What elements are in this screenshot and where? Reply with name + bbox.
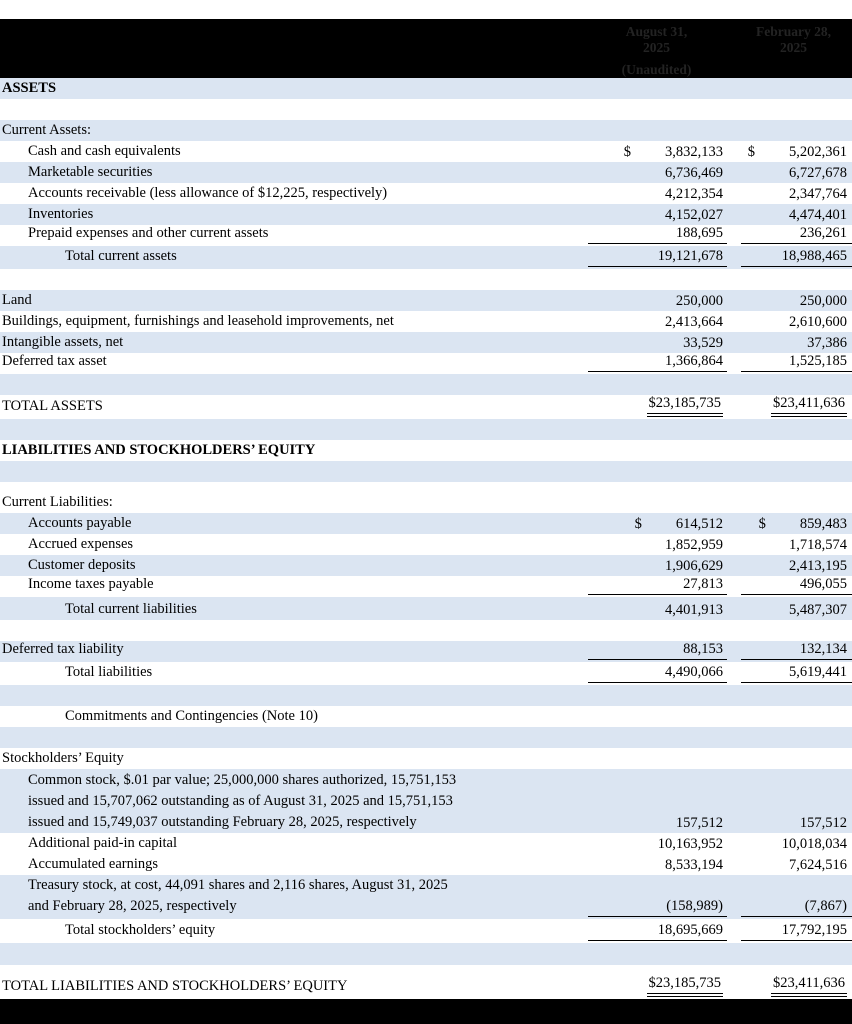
- amount-value: 6,727,678: [789, 165, 847, 181]
- table-row: [0, 875, 852, 919]
- row-label-line: Treasury stock, at cost, 44,091 shares and 2,116 shares, August 31, 2025: [28, 877, 448, 893]
- column-gap: [727, 352, 741, 353]
- column-header-august: [586, 24, 727, 78]
- amount-value: 37,386: [807, 335, 847, 351]
- amount-value: 250,000: [675, 293, 723, 309]
- amount-value: 188,695: [675, 225, 723, 241]
- amount-value: 5,619,441: [789, 664, 847, 680]
- amount-value: 5,487,307: [789, 602, 847, 618]
- amount-value: 4,401,913: [665, 602, 723, 618]
- row-label: Accumulated earnings: [28, 856, 159, 872]
- row-label: [0, 770, 588, 833]
- amount-value: 4,152,027: [665, 207, 723, 223]
- row-label: Cash and cash equivalents: [28, 143, 181, 159]
- column-gap: [727, 594, 741, 595]
- amount-value: 10,018,034: [781, 836, 847, 852]
- row-label: Intangible assets, net: [2, 334, 124, 350]
- amount-cell: [588, 976, 727, 997]
- spacer-row: [0, 727, 852, 748]
- amount-value: $23,185,735: [647, 974, 724, 997]
- amount-cell: [588, 534, 727, 555]
- table-row: [0, 225, 852, 246]
- row-label: LIABILITIES AND STOCKHOLDERS’ EQUITY: [2, 442, 316, 458]
- spacer-row: [0, 461, 852, 482]
- spacer-row: [0, 482, 852, 492]
- amount-value: (7,867): [804, 898, 847, 914]
- table-row: [0, 833, 852, 854]
- table-row: [0, 353, 852, 374]
- amount-cell: [741, 141, 852, 162]
- amount-cell: [741, 290, 852, 311]
- table-row: [0, 854, 852, 875]
- amount-cell: [741, 896, 852, 917]
- amount-cell: [741, 976, 852, 997]
- amount-value: 157,512: [675, 815, 723, 831]
- row-label: Total current liabilities: [65, 601, 197, 617]
- amount-value: 88,153: [683, 641, 723, 657]
- row-label: Customer deposits: [28, 557, 136, 573]
- column-gap: [727, 575, 741, 576]
- amount-value: 132,134: [799, 641, 847, 657]
- amount-cell: [588, 183, 727, 204]
- table-row: [0, 513, 852, 534]
- table-row: [0, 576, 852, 597]
- amount-value: 18,695,669: [657, 922, 723, 938]
- amount-cell: [588, 896, 727, 917]
- amount-cell: [741, 225, 852, 244]
- amount-cell: [741, 854, 852, 875]
- table-row: [0, 769, 852, 833]
- row-label-line: and February 28, 2025, respectively: [28, 898, 237, 914]
- column-header-february: [737, 24, 850, 56]
- amount-value: 5,202,361: [789, 144, 847, 160]
- amount-cell: [588, 513, 727, 534]
- column-gap: [727, 161, 741, 162]
- column-gap: [727, 832, 741, 833]
- table-row: [0, 662, 852, 685]
- table-row: [0, 204, 852, 225]
- amount-value: 8,533,194: [665, 857, 723, 873]
- table-row: [0, 332, 852, 353]
- dollar-sign: $: [747, 144, 755, 160]
- amount-value: 236,261: [799, 225, 847, 241]
- column-gap: [727, 266, 741, 267]
- row-label: TOTAL ASSETS: [2, 398, 103, 414]
- amount-cell: [588, 246, 727, 267]
- amount-cell: [741, 162, 852, 183]
- amount-value: 4,212,354: [665, 186, 723, 202]
- amount-value: 1,852,959: [665, 537, 723, 553]
- table-row: [0, 290, 852, 311]
- amount-cell: [588, 290, 727, 311]
- table-row: [0, 141, 852, 162]
- table-row: [0, 395, 852, 419]
- column-gap: [727, 203, 741, 204]
- dollar-sign: $: [623, 144, 631, 160]
- table-row: [0, 534, 852, 555]
- amount-cell: [741, 332, 852, 353]
- amount-cell: [741, 311, 852, 332]
- amount-cell: [588, 353, 727, 372]
- amount-cell: [588, 662, 727, 683]
- row-label: Commitments and Contingencies (Note 10): [65, 708, 318, 724]
- amount-cell: [741, 396, 852, 417]
- amount-value: 10,163,952: [657, 836, 723, 852]
- amount-value: 4,490,066: [665, 664, 723, 680]
- column-gap: [727, 619, 741, 620]
- amount-value: 2,347,764: [789, 186, 847, 202]
- amount-value: 4,474,401: [789, 207, 847, 223]
- amount-cell: [741, 576, 852, 595]
- table-row: [0, 555, 852, 576]
- spacer-row: [0, 943, 852, 965]
- spacer-row: [0, 374, 852, 395]
- table-row: [0, 597, 852, 620]
- amount-cell: [588, 225, 727, 244]
- row-label: TOTAL LIABILITIES AND STOCKHOLDERS’ EQUITY: [2, 978, 348, 994]
- row-label: Accounts receivable (less allowance of $12,225, respectively): [28, 185, 388, 201]
- column-gap: [727, 243, 741, 244]
- row-label: Deferred tax liability: [2, 641, 124, 657]
- amount-cell: [588, 162, 727, 183]
- amount-cell: [741, 641, 852, 660]
- column-gap: [727, 554, 741, 555]
- amount-cell: [588, 141, 727, 162]
- column-gap: [727, 940, 741, 941]
- column-gap: [727, 874, 741, 875]
- amount-cell: [741, 812, 852, 833]
- column-gap: [727, 659, 741, 660]
- column-gap: [727, 682, 741, 683]
- table-row: [0, 748, 852, 769]
- column-gap: [727, 331, 741, 332]
- amount-cell: [741, 183, 852, 204]
- row-label: Deferred tax asset: [2, 353, 107, 369]
- footer-band: [0, 999, 852, 1024]
- amount-value: 1,906,629: [665, 558, 723, 574]
- amount-value: 2,413,664: [665, 314, 723, 330]
- column-gap: [727, 310, 741, 311]
- row-label: Current Assets:: [2, 122, 92, 138]
- table-row: [0, 492, 852, 513]
- amount-value: 2,413,195: [789, 558, 847, 574]
- date-line: August 31,: [625, 24, 688, 39]
- amount-value: 157,512: [799, 815, 847, 831]
- amount-value: (158,989): [666, 898, 723, 914]
- table-row: [0, 311, 852, 332]
- column-gap: [727, 224, 741, 225]
- row-label: Stockholders’ Equity: [2, 750, 124, 766]
- amount-value: 33,529: [683, 335, 723, 351]
- row-label: Total liabilities: [65, 664, 153, 680]
- amount-value: 27,813: [683, 576, 723, 592]
- amount-value: 859,483: [799, 516, 847, 532]
- amount-cell: [588, 555, 727, 576]
- amount-cell: [741, 513, 852, 534]
- amount-value: 1,718,574: [789, 537, 847, 553]
- column-gap: [727, 916, 741, 917]
- amount-cell: [741, 599, 852, 620]
- table-row: [0, 440, 852, 461]
- date-line: 2025: [643, 40, 670, 55]
- row-label-line: Common stock, $.01 par value; 25,000,000 shares authorized, 15,751,153: [28, 772, 457, 788]
- row-label: Marketable securities: [28, 164, 153, 180]
- amount-value: 250,000: [799, 293, 847, 309]
- amount-cell: [588, 920, 727, 941]
- amount-cell: [741, 534, 852, 555]
- table-row: [0, 246, 852, 269]
- amount-cell: [741, 204, 852, 225]
- table-row: [0, 919, 852, 943]
- row-label: Prepaid expenses and other current assets: [28, 225, 269, 241]
- header-band: [0, 19, 852, 78]
- column-gap: [727, 416, 741, 417]
- spacer-row: [0, 620, 852, 641]
- amount-cell: [588, 812, 727, 833]
- table-row: [0, 965, 852, 999]
- row-label: Total current assets: [65, 248, 177, 264]
- dollar-sign: $: [758, 516, 766, 532]
- column-gap: [727, 996, 741, 997]
- unaudited-note: (Unaudited): [621, 62, 692, 77]
- amount-cell: [588, 833, 727, 854]
- row-label: Land: [2, 292, 32, 308]
- amount-value: $23,411,636: [771, 974, 847, 997]
- column-gap: [727, 533, 741, 534]
- amount-cell: [588, 311, 727, 332]
- spacer-row: [0, 269, 852, 290]
- amount-cell: [741, 833, 852, 854]
- amount-cell: [588, 854, 727, 875]
- row-label: Total stockholders’ equity: [65, 922, 216, 938]
- amount-value: 19,121,678: [657, 248, 723, 264]
- row-label-line: issued and 15,749,037 outstanding February 28, 2025, respectively: [28, 814, 417, 830]
- table-row: [0, 78, 852, 99]
- row-label: Buildings, equipment, furnishings and leasehold improvements, net: [2, 313, 394, 329]
- table-row: [0, 183, 852, 204]
- row-label: [0, 875, 588, 917]
- row-label: ASSETS: [2, 80, 57, 96]
- amount-cell: [588, 204, 727, 225]
- table-row: [0, 162, 852, 183]
- spacer-row: [0, 419, 852, 440]
- column-gap: [727, 371, 741, 372]
- amount-value: $23,411,636: [771, 395, 847, 417]
- amount-value: 496,055: [799, 576, 847, 592]
- column-gap: [727, 853, 741, 854]
- row-label: Accounts payable: [28, 515, 132, 531]
- table-row: [0, 641, 852, 662]
- amount-value: 1,525,185: [789, 353, 847, 369]
- spacer-row: [0, 99, 852, 120]
- amount-cell: [588, 396, 727, 417]
- row-label: Current Liabilities:: [2, 494, 113, 510]
- top-margin: [0, 0, 852, 19]
- dollar-sign: $: [634, 516, 642, 532]
- spacer-row: [0, 685, 852, 706]
- amount-value: 18,988,465: [781, 248, 847, 264]
- table-row: [0, 706, 852, 727]
- amount-value: 614,512: [675, 516, 723, 532]
- amount-value: 1,366,864: [665, 353, 723, 369]
- amount-value: 3,832,133: [665, 144, 723, 160]
- date-line: 2025: [780, 40, 807, 55]
- amount-value: $23,185,735: [647, 395, 724, 417]
- amount-value: 7,624,516: [789, 857, 847, 873]
- amount-cell: [588, 576, 727, 595]
- amount-value: 2,610,600: [789, 314, 847, 330]
- amount-cell: [741, 246, 852, 267]
- table-body: [0, 78, 852, 999]
- row-label: Additional paid-in capital: [28, 835, 177, 851]
- row-label: Accrued expenses: [28, 536, 134, 552]
- table-row: [0, 120, 852, 141]
- amount-cell: [741, 555, 852, 576]
- amount-value: 6,736,469: [665, 165, 723, 181]
- row-label-line: issued and 15,707,062 outstanding as of August 31, 2025 and 15,751,153: [28, 793, 453, 809]
- column-gap: [727, 182, 741, 183]
- row-label: Inventories: [28, 206, 94, 222]
- row-label: Income taxes payable: [28, 576, 154, 592]
- amount-cell: [741, 920, 852, 941]
- amount-cell: [588, 332, 727, 353]
- amount-value: 17,792,195: [781, 922, 847, 938]
- amount-cell: [741, 662, 852, 683]
- amount-cell: [588, 641, 727, 660]
- date-line: February 28,: [756, 24, 831, 39]
- amount-cell: [588, 599, 727, 620]
- amount-cell: [741, 353, 852, 372]
